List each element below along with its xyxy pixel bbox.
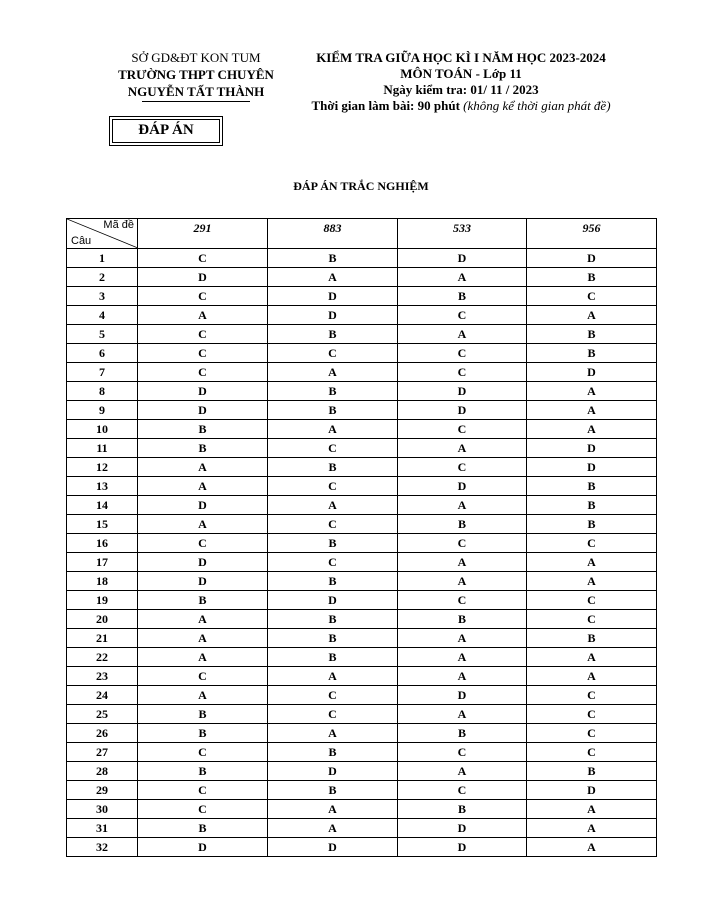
answer-cell: B xyxy=(268,249,398,268)
table-row xyxy=(67,382,657,401)
question-number-cell: 21 xyxy=(67,629,138,648)
answer-cell: B xyxy=(268,325,398,344)
question-number-cell: 1 xyxy=(67,249,138,268)
question-number-cell: 31 xyxy=(67,819,138,838)
question-number-cell: 11 xyxy=(67,439,138,458)
table-row xyxy=(67,705,657,724)
table-row xyxy=(67,572,657,591)
answer-cell: A xyxy=(527,401,657,420)
answer-cell: D xyxy=(138,382,268,401)
exam-subject: MÔN TOÁN - Lớp 11 xyxy=(400,66,522,81)
answer-cell: B xyxy=(138,762,268,781)
answer-cell: A xyxy=(527,572,657,591)
question-number-cell: 23 xyxy=(67,667,138,686)
exam-code-header: 533 xyxy=(398,219,527,249)
answer-cell: C xyxy=(138,667,268,686)
answer-cell: D xyxy=(527,439,657,458)
answer-cell: B xyxy=(138,591,268,610)
exam-title: KIỂM TRA GIỮA HỌC KÌ I NĂM HỌC 2023-2024 xyxy=(316,50,606,65)
answer-cell: A xyxy=(527,382,657,401)
answer-cell: C xyxy=(268,686,398,705)
answer-cell: A xyxy=(398,325,527,344)
table-row xyxy=(67,724,657,743)
answer-cell: A xyxy=(527,420,657,439)
table-row xyxy=(67,743,657,762)
answer-cell: D xyxy=(138,838,268,857)
answer-cell: C xyxy=(138,743,268,762)
answer-cell: D xyxy=(398,838,527,857)
answer-cell: C xyxy=(527,724,657,743)
table-row xyxy=(67,553,657,572)
question-number-cell: 22 xyxy=(67,648,138,667)
table-row xyxy=(67,420,657,439)
school-name-line1: TRƯỜNG THPT CHUYÊN xyxy=(118,67,274,82)
answer-cell: A xyxy=(527,800,657,819)
answer-cell: D xyxy=(527,781,657,800)
question-number-cell: 7 xyxy=(67,363,138,382)
answer-cell: D xyxy=(398,819,527,838)
answer-cell: C xyxy=(138,249,268,268)
answer-cell: C xyxy=(138,344,268,363)
table-row xyxy=(67,686,657,705)
header-underline xyxy=(142,101,250,102)
answer-cell: B xyxy=(398,724,527,743)
answer-cell: B xyxy=(398,515,527,534)
question-number-cell: 10 xyxy=(67,420,138,439)
answer-cell: C xyxy=(138,534,268,553)
exam-code-header: 956 xyxy=(527,219,657,249)
answer-cell: B xyxy=(138,420,268,439)
table-row xyxy=(67,800,657,819)
table-corner-cell xyxy=(67,219,138,249)
answer-cell: D xyxy=(527,363,657,382)
answer-cell: C xyxy=(398,363,527,382)
question-number-cell: 20 xyxy=(67,610,138,629)
answer-cell: B xyxy=(398,800,527,819)
answer-cell: C xyxy=(527,705,657,724)
answer-cell: B xyxy=(398,287,527,306)
table-row xyxy=(67,515,657,534)
answer-cell: C xyxy=(268,515,398,534)
answer-cell: A xyxy=(268,724,398,743)
answer-cell: A xyxy=(398,572,527,591)
table-row xyxy=(67,268,657,287)
answer-cell: B xyxy=(527,344,657,363)
table-row xyxy=(67,838,657,857)
answer-cell: A xyxy=(138,458,268,477)
corner-label-question: Câu xyxy=(71,235,92,247)
answer-cell: A xyxy=(138,477,268,496)
question-number-cell: 16 xyxy=(67,534,138,553)
answer-cell: A xyxy=(268,819,398,838)
answer-cell: D xyxy=(527,249,657,268)
answer-cell: C xyxy=(398,306,527,325)
school-name-line2: NGUYỄN TẤT THÀNH xyxy=(127,84,265,99)
table-row xyxy=(67,401,657,420)
answer-cell: C xyxy=(398,344,527,363)
answer-cell: D xyxy=(527,458,657,477)
answer-cell: B xyxy=(138,705,268,724)
answer-cell: C xyxy=(138,287,268,306)
answer-cell: C xyxy=(398,781,527,800)
answer-cell: D xyxy=(398,477,527,496)
answer-cell: A xyxy=(527,667,657,686)
answer-cell: D xyxy=(268,591,398,610)
answer-cell: C xyxy=(138,781,268,800)
answer-cell: A xyxy=(527,819,657,838)
answer-cell: C xyxy=(527,591,657,610)
answer-cell: C xyxy=(398,534,527,553)
answer-cell: A xyxy=(138,648,268,667)
answer-cell: B xyxy=(268,382,398,401)
answer-cell: D xyxy=(398,686,527,705)
answer-cell: C xyxy=(138,363,268,382)
table-row xyxy=(67,610,657,629)
answer-table xyxy=(66,218,657,857)
table-row xyxy=(67,496,657,515)
answer-cell: A xyxy=(398,667,527,686)
answer-cell: B xyxy=(527,515,657,534)
question-number-cell: 17 xyxy=(67,553,138,572)
answer-cell: A xyxy=(398,629,527,648)
answer-cell: B xyxy=(268,401,398,420)
exam-date: Ngày kiểm tra: 01/ 11 / 2023 xyxy=(383,82,539,97)
answer-cell: B xyxy=(268,648,398,667)
answer-cell: A xyxy=(268,420,398,439)
question-number-cell: 18 xyxy=(67,572,138,591)
answer-cell: C xyxy=(268,553,398,572)
table-row xyxy=(67,249,657,268)
answer-cell: B xyxy=(527,496,657,515)
answer-cell: D xyxy=(398,401,527,420)
answer-cell: D xyxy=(398,249,527,268)
answer-cell: C xyxy=(268,705,398,724)
answer-cell: C xyxy=(527,610,657,629)
answer-cell: C xyxy=(527,686,657,705)
question-number-cell: 30 xyxy=(67,800,138,819)
table-row xyxy=(67,667,657,686)
answer-cell: A xyxy=(527,648,657,667)
answer-cell: D xyxy=(268,287,398,306)
answer-cell: C xyxy=(138,325,268,344)
answer-cell: A xyxy=(138,306,268,325)
answer-cell: A xyxy=(138,686,268,705)
answer-cell: A xyxy=(527,306,657,325)
answer-cell: B xyxy=(138,439,268,458)
exam-duration-line xyxy=(282,98,640,114)
answer-cell: D xyxy=(138,496,268,515)
answer-key-label: ĐÁP ÁN xyxy=(138,122,194,138)
table-row xyxy=(67,781,657,800)
answer-cell: B xyxy=(138,724,268,743)
answer-cell: A xyxy=(527,553,657,572)
question-number-cell: 32 xyxy=(67,838,138,857)
answer-cell: A xyxy=(138,515,268,534)
answer-cell: A xyxy=(398,439,527,458)
table-row xyxy=(67,306,657,325)
answer-cell: C xyxy=(398,458,527,477)
question-number-cell: 14 xyxy=(67,496,138,515)
question-number-cell: 28 xyxy=(67,762,138,781)
answer-cell: B xyxy=(138,819,268,838)
answer-cell: D xyxy=(138,268,268,287)
answer-cell: D xyxy=(268,762,398,781)
table-row xyxy=(67,629,657,648)
exam-duration-note: (không kể thời gian phát đề) xyxy=(463,98,611,113)
table-row xyxy=(67,762,657,781)
answer-cell: C xyxy=(527,287,657,306)
answer-cell: C xyxy=(527,743,657,762)
question-number-cell: 5 xyxy=(67,325,138,344)
answer-cell: D xyxy=(268,838,398,857)
table-row xyxy=(67,458,657,477)
answer-cell: B xyxy=(398,610,527,629)
table-row xyxy=(67,325,657,344)
answer-cell: A xyxy=(268,268,398,287)
answer-cell: B xyxy=(527,268,657,287)
answer-cell: A xyxy=(398,762,527,781)
question-number-cell: 3 xyxy=(67,287,138,306)
question-number-cell: 9 xyxy=(67,401,138,420)
answer-cell: D xyxy=(138,572,268,591)
answer-cell: A xyxy=(268,496,398,515)
answer-cell: A xyxy=(398,553,527,572)
answer-cell: B xyxy=(268,572,398,591)
exam-code-header: 883 xyxy=(268,219,398,249)
answer-cell: C xyxy=(527,534,657,553)
answer-cell: D xyxy=(138,401,268,420)
answer-table-body xyxy=(67,249,657,857)
answer-cell: B xyxy=(268,743,398,762)
answer-cell: B xyxy=(268,781,398,800)
question-number-cell: 13 xyxy=(67,477,138,496)
answer-cell: D xyxy=(398,382,527,401)
answer-cell: B xyxy=(268,458,398,477)
answer-cell: A xyxy=(398,268,527,287)
table-row xyxy=(67,287,657,306)
answer-cell: B xyxy=(527,629,657,648)
answer-cell: A xyxy=(268,363,398,382)
answer-cell: C xyxy=(398,420,527,439)
question-number-cell: 25 xyxy=(67,705,138,724)
answer-cell: A xyxy=(138,629,268,648)
corner-label-code: Mã đề xyxy=(103,219,134,231)
table-row xyxy=(67,477,657,496)
question-number-cell: 29 xyxy=(67,781,138,800)
table-row xyxy=(67,439,657,458)
answer-cell: A xyxy=(398,705,527,724)
answer-cell: C xyxy=(398,743,527,762)
table-row xyxy=(67,534,657,553)
question-number-cell: 6 xyxy=(67,344,138,363)
answer-cell: A xyxy=(398,648,527,667)
exam-header xyxy=(282,50,640,114)
answer-cell: B xyxy=(268,534,398,553)
table-row xyxy=(67,648,657,667)
question-number-cell: 12 xyxy=(67,458,138,477)
table-row xyxy=(67,819,657,838)
table-row xyxy=(67,344,657,363)
answer-cell: C xyxy=(398,591,527,610)
answer-cell: B xyxy=(268,610,398,629)
answer-cell: B xyxy=(527,325,657,344)
answer-cell: D xyxy=(268,306,398,325)
question-number-cell: 15 xyxy=(67,515,138,534)
answer-cell: C xyxy=(138,800,268,819)
exam-code-header: 291 xyxy=(138,219,268,249)
department-name: SỞ GD&ĐT KON TUM xyxy=(131,50,261,65)
answer-key-box xyxy=(109,116,223,146)
section-title: ĐÁP ÁN TRẮC NGHIỆM xyxy=(293,179,429,193)
answer-cell: C xyxy=(268,344,398,363)
question-number-cell: 27 xyxy=(67,743,138,762)
answer-cell: A xyxy=(138,610,268,629)
question-number-cell: 2 xyxy=(67,268,138,287)
answer-cell: B xyxy=(527,762,657,781)
answer-cell: A xyxy=(268,667,398,686)
answer-cell: B xyxy=(268,629,398,648)
answer-cell: B xyxy=(527,477,657,496)
answer-table-header-row xyxy=(67,219,657,249)
answer-cell: A xyxy=(268,800,398,819)
answer-cell: A xyxy=(527,838,657,857)
question-number-cell: 24 xyxy=(67,686,138,705)
table-row xyxy=(67,591,657,610)
exam-duration: Thời gian làm bài: 90 phút xyxy=(311,98,460,113)
question-number-cell: 4 xyxy=(67,306,138,325)
question-number-cell: 8 xyxy=(67,382,138,401)
table-row xyxy=(67,363,657,382)
answer-cell: C xyxy=(268,439,398,458)
question-number-cell: 19 xyxy=(67,591,138,610)
answer-cell: D xyxy=(138,553,268,572)
question-number-cell: 26 xyxy=(67,724,138,743)
answer-cell: A xyxy=(398,496,527,515)
answer-cell: C xyxy=(268,477,398,496)
